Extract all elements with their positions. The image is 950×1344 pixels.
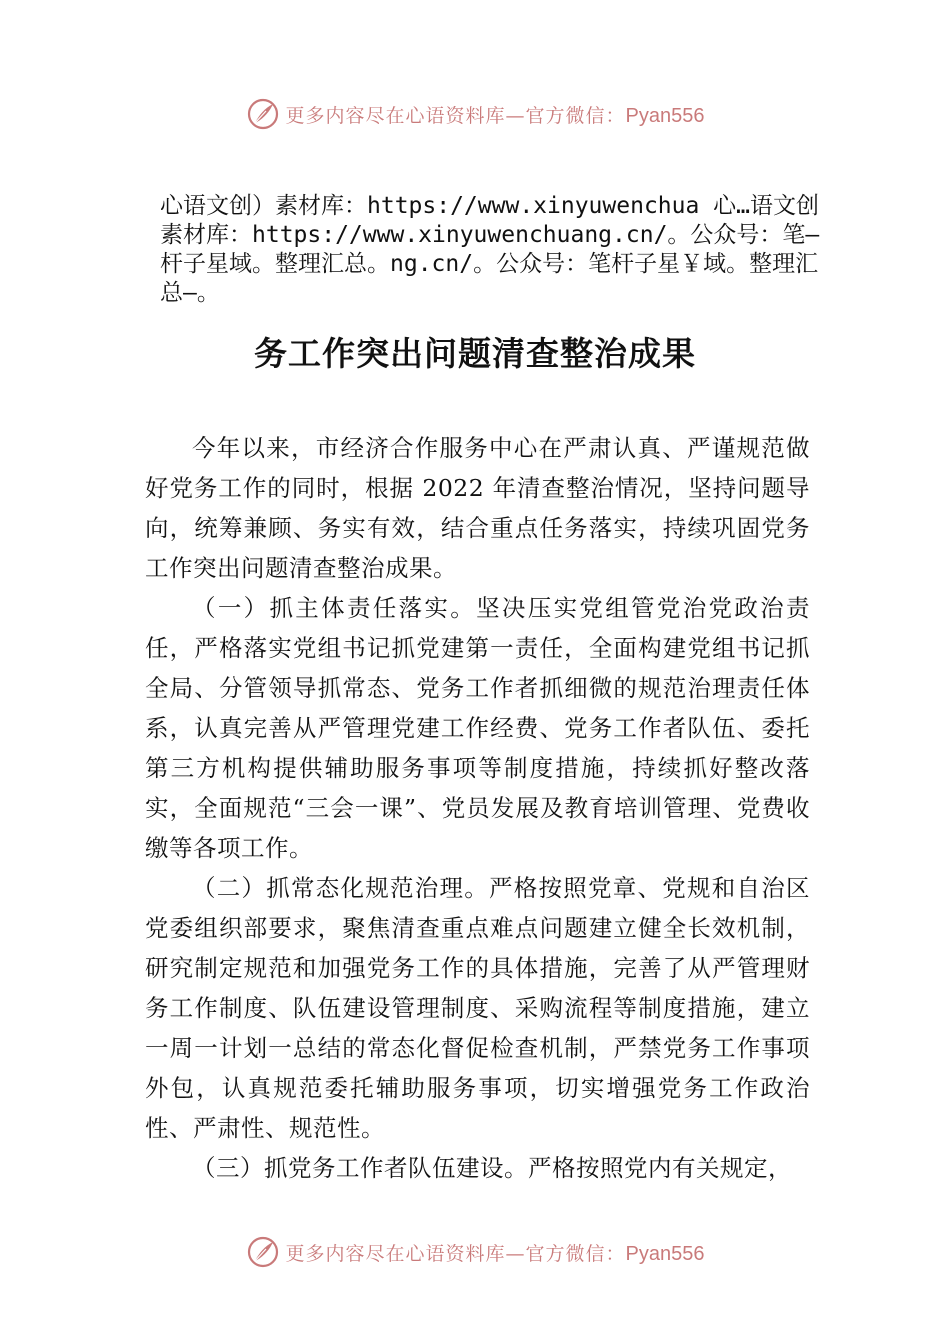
source-note: 心语文创）素材库：https://www.xinyuwenchua 心…语文创素材库：https://www.xinyuwenchuang.cn/。公众号：笔—杆子星域。整理汇总。ng.cn/。公众号：笔杆子星￥域。整理汇总—。 xyxy=(160,193,820,306)
wechat-id: Pyan556 xyxy=(625,104,705,127)
paragraph-intro: 今年以来，市经济合作服务中心在严肃认真、严谨规范做好党务工作的同时，根据 2022 年清查整治情况，坚持问题导向，统筹兼顾、务实有效，结合重点任务落实，持续巩固党务工作突出问题清查整治成果。 xyxy=(145,434,810,582)
paragraph-section-3: （三）抓党务工作者队伍建设。严格按照党内有关规定， xyxy=(192,1154,792,1182)
footer-watermark xyxy=(0,1232,950,1272)
paragraph-section-2: （二）抓常态化规范治理。严格按照党章、党规和自治区党委组织部要求，聚焦清查重点难点问题建立健全长效机制，研究制定规范和加强党务工作的具体措施，完善了从严管理财务工作制度、队伍建设管理制度、采购流程等制度措施，建立一周一计划一总结的常态化督促检查机制，严禁党务工作事项外包，认真规范委托辅助服务事项，切实增强党务工作政治性、严肃性、规范性。 xyxy=(145,874,810,1142)
watermark-text: 更多内容尽在心语资料库—官方微信：Pyan556 xyxy=(285,1242,705,1265)
wechat-id: Pyan556 xyxy=(625,1242,705,1265)
header-watermark xyxy=(0,94,950,134)
document-title: 务工作突出问题清查整治成果 xyxy=(254,334,696,373)
watermark-text: 更多内容尽在心语资料库—官方微信：Pyan556 xyxy=(285,104,705,127)
document-body xyxy=(145,428,810,1188)
quill-logo-icon xyxy=(246,1235,280,1269)
quill-logo-icon xyxy=(246,97,280,131)
paragraph-section-1: （一）抓主体责任落实。坚决压实党组管党治党政治责任，严格落实党组书记抓党建第一责任，全面构建党组书记抓全局、分管领导抓常态、党务工作者抓细微的规范治理责任体系，认真完善从严管理党建工作经费、党务工作者队伍、委托第三方机构提供辅助服务事项等制度措施，持续抓好整改落实，全面规范“三会一课”、党员发展及教育培训管理、党费收缴等各项工作。 xyxy=(145,594,810,862)
